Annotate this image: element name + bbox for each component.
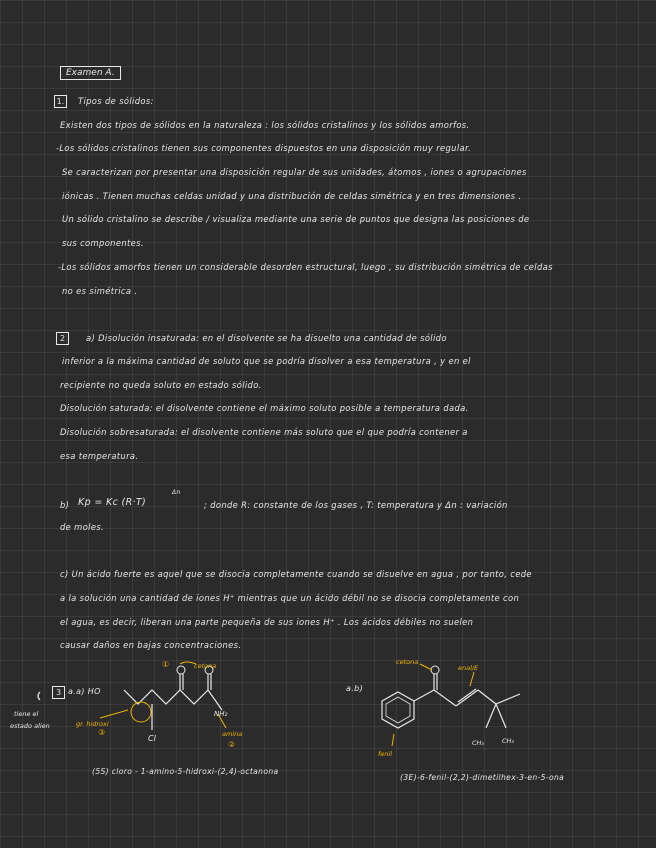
- annotation-cetona-a: cetona: [194, 662, 217, 670]
- section1-number: 1.: [54, 95, 67, 108]
- molecule-b-annotations: [392, 664, 474, 746]
- annotation-hidroxi: gr. hidroxi: [76, 720, 109, 728]
- section2-b-formula: Kp = Kc (R·T): [78, 497, 147, 508]
- section1-line-8: no es simétrica .: [62, 286, 138, 296]
- annotation-circle-3: ③: [98, 728, 106, 737]
- section2-c-line-2: a la solución una cantidad de iones H⁺ mientras que un ácido débil no se disocia completamente con: [60, 593, 520, 603]
- section3-number: 3: [52, 686, 65, 699]
- section1-line-5: Un sólido cristalino se describe / visualiza mediante una serie de puntos que designa las posiciones de: [62, 214, 530, 224]
- title-text: Examen A.: [66, 68, 115, 78]
- annotation-fenil: fenil: [378, 750, 393, 758]
- section2-a-line-4: Disolución saturada: el disolvente contiene el máximo soluto posible a temperatura dada.: [60, 403, 469, 413]
- section2-c-line-1: c) Un ácido fuerte es aquel que se disocia completamente cuando se disuelve en agua , por tanto, cede: [60, 569, 532, 579]
- molecule-a-skeleton: [38, 674, 222, 730]
- section2-c-line-3: el agua, es decir, liberan una parte pequeña de sus iones H⁺ . Los ácidos débiles no suelen: [60, 617, 474, 627]
- molecule-a-annotations: [100, 662, 226, 728]
- chloro-label: Cl: [148, 734, 156, 743]
- section2-number: 2: [56, 332, 69, 345]
- section1-line-6: sus componentes.: [62, 238, 144, 248]
- methyl-label-2: CH₃: [502, 737, 515, 745]
- molecule-b-oxygen: [431, 666, 439, 674]
- section2-a-line-1: a) Disolución insaturada: en el disolvente se ha disuelto una cantidad de sólido: [86, 333, 447, 343]
- annotation-cetona-b: cetona: [396, 658, 419, 666]
- annotation-circle-1: ①: [162, 660, 170, 669]
- methyl-label-1: CH₃: [472, 739, 485, 747]
- section1-line-1: Existen dos tipos de sólidos en la naturaleza : los sólidos cristalinos y los sólidos amorfos.: [60, 120, 470, 130]
- section1-line-2: -Los sólidos cristalinos tienen sus componentes dispuestos en una disposición muy regular.: [56, 143, 472, 153]
- section2-a-line-3: recipiente no queda soluto en estado sólido.: [60, 380, 262, 390]
- amide-label: NH₂: [214, 710, 228, 718]
- section2-b-text: ; donde R: constante de los gases , T: temperatura y Δn : variación: [204, 500, 508, 510]
- compound-name-b: (3E)-6-fenil-(2,2)-dimetilhex-3-en-5-ona: [400, 773, 565, 782]
- section2-b-line-2: de moles.: [60, 522, 105, 532]
- section3-label-b: a.b): [346, 684, 364, 693]
- section1-line-4: iónicas . Tienen muchas celdas unidad y una distribución de celdas simétrica y en tres dimensiones .: [62, 191, 522, 201]
- molecule-b-skeleton: [382, 674, 520, 728]
- annotation-doble: enal/E: [458, 664, 479, 672]
- section3-label-a: a.a) HO: [68, 687, 101, 696]
- section2-c-line-4: causar daños en bajas concentraciones.: [60, 640, 242, 650]
- section2-a-line-2: inferior a la máxima cantidad de soluto que se podría disolver a esa temperatura , y en el: [62, 356, 471, 366]
- section2-b-exponent: Δn: [172, 489, 181, 496]
- section2-b-prefix: b): [60, 500, 70, 510]
- annotation-circle-2: ②: [228, 740, 236, 749]
- section2-a-line-6: esa temperatura.: [60, 451, 139, 461]
- compound-name-a: (5S) cloro - 1-amino-5-hidroxi-(2,4)-octanona: [92, 767, 279, 776]
- annotation-amina: amina: [222, 730, 243, 738]
- section1-line-3: Se caracterizan por presentar una disposición regular de sus unidades, átomos , iones o agrupaciones: [62, 167, 527, 177]
- left-note-2: estado alien: [10, 722, 50, 730]
- section1-title: Tipos de sólidos:: [78, 96, 154, 106]
- section1-line-7: -Los sólidos amorfos tienen un considerable desorden estructural, luego , su distribución simétrica de celdas: [58, 262, 553, 272]
- section2-a-line-5: Disolución sobresaturada: el disolvente contiene más soluto que el que podría contener a: [60, 427, 468, 437]
- left-note-1: tiene el: [14, 710, 39, 718]
